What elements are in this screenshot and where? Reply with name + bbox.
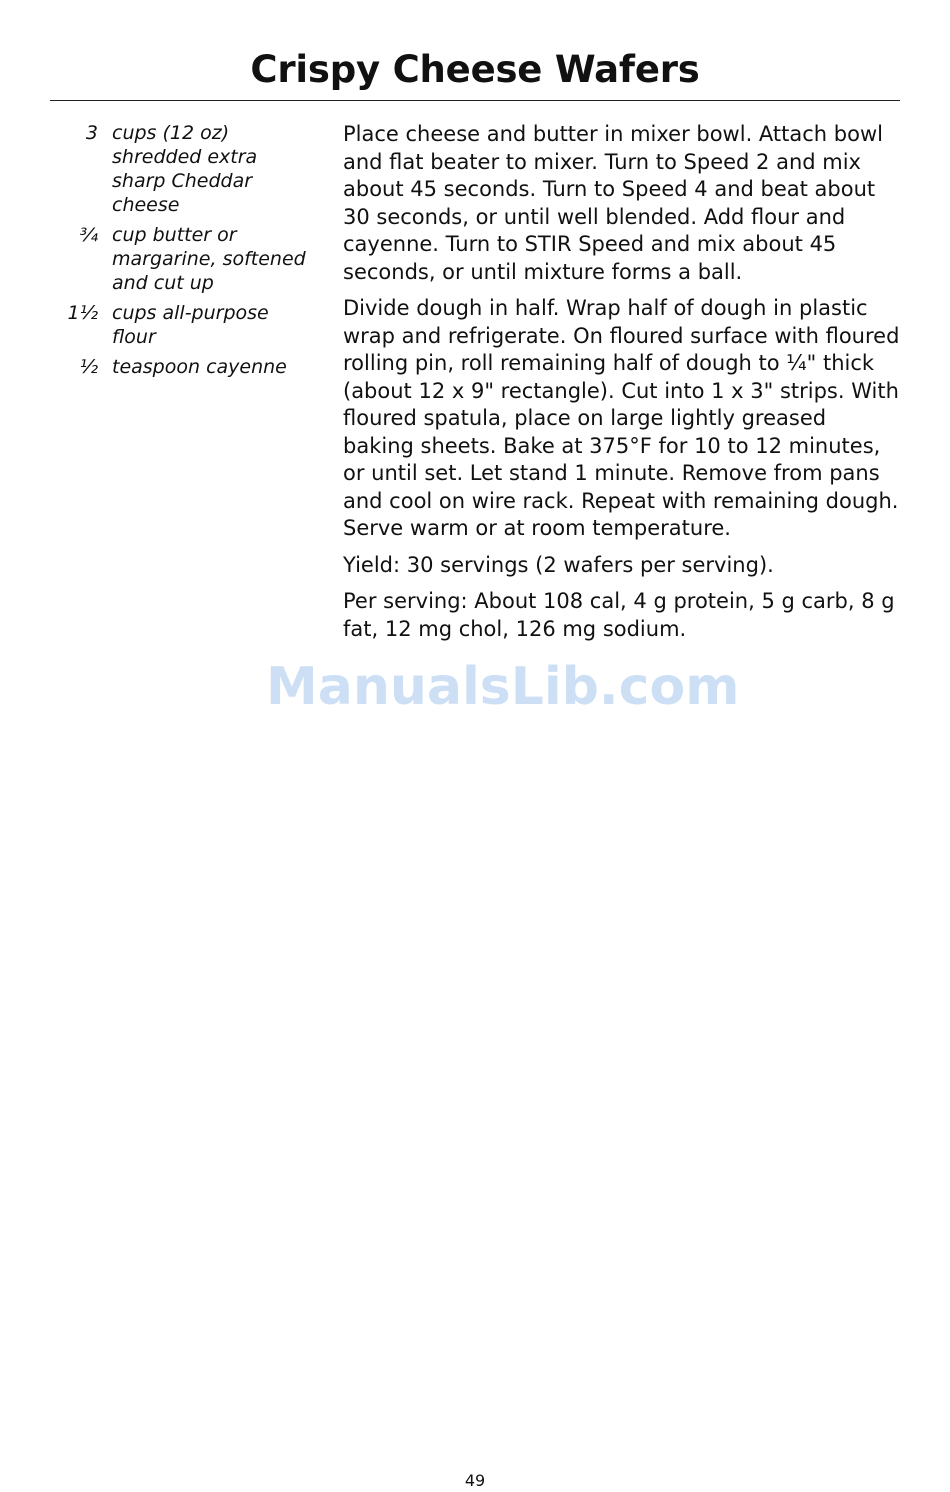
ingredient-item (50, 121, 310, 217)
ingredient-list (50, 121, 310, 385)
ingredient-item (50, 223, 310, 295)
ingredient-quantity: 3 (85, 122, 98, 144)
direction-paragraph: Divide dough in half. Wrap half of dough in plastic wrap and refrigerate. On floured surface with floured rolling pin, roll remaining half of dough to ¼" thick (about 12 x 9" rectangle). Cut into 1 x 3" strips. With floured spatula, place on large lightly greased baking sheets. Bake at 375°F for 10 to 12 minutes, or until set. Let stand 1 minute. Remove from pans and cool on wire rack. Repeat with remaining dough. Serve warm or at room temperature. (343, 296, 900, 540)
directions (343, 121, 903, 652)
yield-text: Yield: 30 servings (2 wafers per serving). (343, 552, 774, 577)
ingredient-item (50, 355, 310, 379)
ingredient-quantity: ¾ (79, 224, 98, 246)
ingredient-text: teaspoon cayenne (112, 356, 287, 378)
watermark: ManualsLib.com (266, 657, 740, 717)
page-title: Crispy Cheese Wafers (250, 48, 700, 91)
ingredient-text: cups (12 oz) shredded extra sharp Cheddar cheese (112, 122, 258, 216)
ingredient-quantity: 1½ (67, 302, 98, 324)
nutrition-text: Per serving: About 108 cal, 4 g protein, 5 g carb, 8 g fat, 12 mg chol, 126 mg sodium. (343, 589, 895, 641)
title-divider (50, 100, 900, 101)
ingredient-text: cups all-purpose flour (112, 302, 269, 348)
ingredient-item (50, 301, 310, 349)
ingredient-text: cup butter or margarine, softened and cut up (112, 224, 306, 294)
page-number: 49 (464, 1471, 486, 1490)
ingredient-quantity: ½ (79, 356, 98, 378)
direction-paragraph: Place cheese and butter in mixer bowl. Attach bowl and flat beater to mixer. Turn to Speed 2 and mix about 45 seconds. Turn to Speed 4 and beat about 30 seconds, or until well blended. Add flour and cayenne. Turn to STIR Speed and mix about 45 seconds, or until mixture forms a ball. (343, 122, 883, 284)
